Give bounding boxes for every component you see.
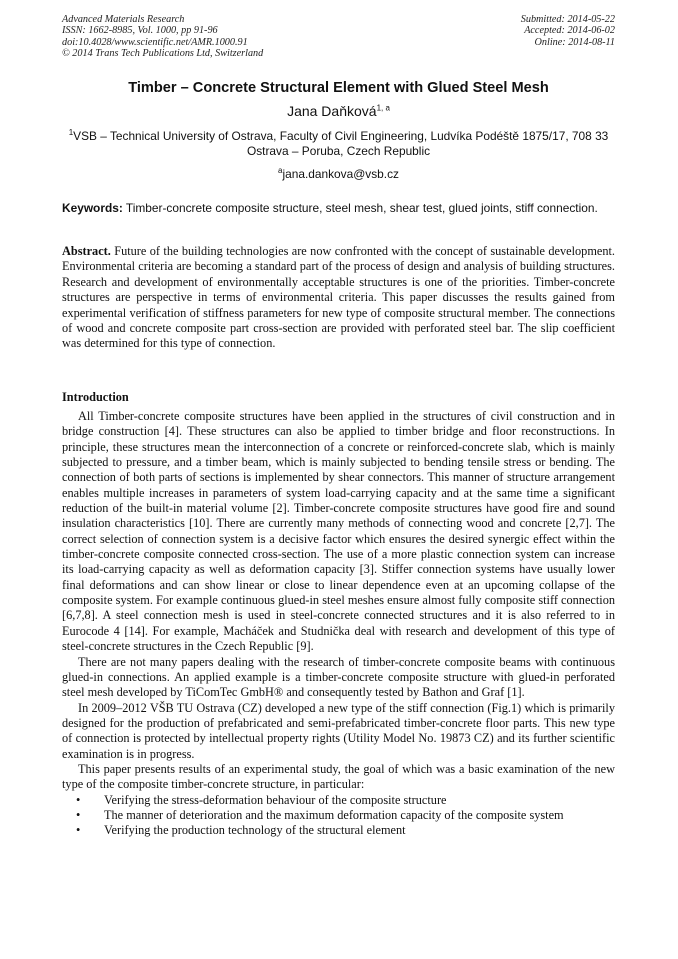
section-heading-introduction: Introduction — [62, 390, 129, 404]
bullet-item — [62, 808, 615, 823]
abstract — [62, 244, 615, 352]
author-email-line — [62, 167, 615, 182]
doi-line: doi:10.4028/www.scientific.net/AMR.1000.91 — [62, 36, 248, 48]
bullet-list — [62, 793, 615, 839]
bullet-item — [62, 793, 615, 808]
bullet-text: Verifying the production technology of the structural element — [104, 823, 406, 838]
bullet-text: Verifying the stress-deformation behaviour of the composite structure — [104, 792, 447, 807]
accepted-date: Accepted: 2014-06-02 — [524, 25, 615, 37]
bullet-mark: • — [76, 807, 81, 822]
online-date: Online: 2014-08-11 — [534, 36, 615, 48]
paragraph: All Timber-concrete composite structures have been applied in the structures of civil construction and in bridge construction [4]. These structures can also be applied to timber bridge and floor reconstructions. In principle, these structures mean the interconnection of a concrete or reinforced-concrete slab, which is mainly subjected to pressure, and a timber beam, which is mainly subjected to bending tensile stress or bending. The connection of both parts of sections is implemented by shear connectors. This manner of structure arrangement enables multiple increases in parameters of system load-carrying capacity and at the same time a significant reduction of the built-in material volume [2]. Timber-concrete composite structures have good fire and sound insulation characteristics [10]. There are currently many methods of connecting wood and concrete [2,7]. The correct selection of connection system is a decisive factor which ensures the desired synergic effect within the timber-concrete composite connected cross-section. The use of a more plastic connection system can increase its load-carrying capacity as well as deformation capacity [3]. Stiffer connection systems have usually lower final deformations and can show linear or close to linear dependence even at an upcoming collapse of the composite system. For example continuous glued-in steel meshes ensure almost fully composite stiff connection [6,7,8]. A steel connection mesh is used in steel-concrete connected structures and it is also referred to in Eurocode 4 [14]. For example, Macháček and Studnička deal with research and development of this type of steel-concrete structures in the Czech Republic [9]. — [62, 409, 615, 654]
abstract-text: Future of the building technologies are now confronted with the concept of sustainable development. Environmental criteria are becoming a standard part of the process of design and analysis of building structures. Research and development of environmentally acceptable structures is one of the priorities. Timber-concrete structures are perspective in terms of environmental criteria. This paper discusses the results gained from experimental verification of stiffness parameters for new type of composite structural member. The connections of wood and concrete composite part cross-section are provided with perforated steel bar. The slip coefficient was determined for this type of connection. — [62, 244, 615, 351]
keywords — [62, 201, 615, 216]
author-name: Jana Daňková — [287, 103, 377, 119]
paragraph: This paper presents results of an experimental study, the goal of which was a basic examination of the new type of the composite timber-concrete structure, in particular: — [62, 761, 615, 792]
abstract-label: Abstract. — [62, 244, 111, 258]
copyright-line: © 2014 Trans Tech Publications Ltd, Switzerland — [62, 48, 264, 60]
keywords-text: Timber-concrete composite structure, steel mesh, shear test, glued joints, stiff connection. — [125, 201, 598, 215]
journal-name: Advanced Materials Research — [62, 14, 185, 25]
paragraph: There are not many papers dealing with the research of timber-concrete composite beams with continuous glued-in connections. An applied example is a timber-concrete composite structure with glued-in perforated steel mesh developed by TiComTec GmbH® and consequently tested by Bathon and Graf [1]. — [62, 654, 615, 700]
bullet-item — [62, 823, 615, 838]
paper-title: Timber – Concrete Structural Element with Glued Steel Mesh — [128, 80, 549, 96]
affiliation-mark: 1 — [68, 128, 74, 138]
affiliation — [62, 129, 615, 159]
keywords-label: Keywords: — [62, 201, 123, 215]
publication-dates — [521, 14, 615, 48]
author-affiliation-mark: 1, a — [376, 103, 390, 113]
affiliation-text: VSB – Technical University of Ostrava, Faculty of Civil Engineering, Ludvíka Podéště 1875/17, 708 33 Ostrava – Poruba, Czech Republic — [73, 129, 609, 158]
bullet-mark: • — [76, 823, 81, 838]
author-line — [62, 102, 615, 120]
paragraph: In 2009–2012 VŠB TU Ostrava (CZ) developed a new type of the stiff connection (Fig.1) which is primarily designed for the production of prefabricated and semi-prefabricated timber-concrete floor parts. This new type of connection is protected by intellectual property rights (Utility Model No. 19873 CZ) and its further scientific examination is in progress. — [62, 700, 615, 761]
submitted-date: Submitted: 2014-05-22 — [520, 14, 615, 25]
issn-line: ISSN: 1662-8985, Vol. 1000, pp 91-96 — [62, 25, 218, 37]
bullet-mark: • — [76, 792, 81, 807]
bullet-text: The manner of deterioration and the maximum deformation capacity of the composite system — [104, 807, 564, 822]
introduction-body — [62, 409, 615, 839]
journal-info — [62, 14, 263, 60]
email-mark: a — [278, 166, 283, 176]
author-email: jana.dankova@vsb.cz — [282, 167, 399, 181]
